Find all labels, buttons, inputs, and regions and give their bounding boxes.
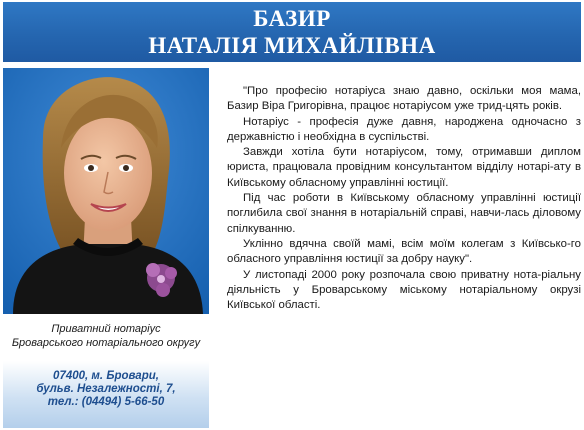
caption-district: Броварського нотаріального округу bbox=[11, 337, 201, 349]
article-paragraph: "Про професію нотаріуса знаю давно, оскільки моя мама, Базир Віра Григорівна, працює нотаріусом уже трид-цять років. bbox=[227, 85, 581, 113]
contact-box bbox=[3, 361, 209, 428]
caption-title: Приватний нотаріус bbox=[51, 323, 161, 335]
article-paragraph: У листопаді 2000 року розпочала свою приватну нота-ріальну діяльність у Броварському міському нотаріальному окрузі Київської області. bbox=[227, 268, 581, 312]
contact-street: бульв. Незалежності, 7, bbox=[36, 383, 176, 395]
portrait-photo bbox=[3, 68, 209, 314]
article-text bbox=[227, 84, 581, 313]
full-name: НАТАЛІЯ МИХАЙЛІВНА bbox=[148, 33, 436, 58]
caption bbox=[3, 322, 209, 350]
surname: БАЗИР bbox=[253, 6, 331, 31]
article-paragraph: Завжди хотіла бути нотаріусом, тому, отримавши диплом юриста, працювала провідним консультантом відділу нотарі-ату в Київському обласному управлінні юстиції. bbox=[227, 146, 581, 189]
contact-phone: тел.: (04494) 5-66-50 bbox=[47, 396, 165, 408]
article-paragraph: Нотаріус - професія дуже давня, народжена одночасно з державністю і необхідна в суспільстві. bbox=[227, 115, 581, 143]
title-banner bbox=[3, 2, 581, 62]
article-paragraph: Під час роботи в Київському обласному управлінні юстиції поглибила свої знання в нотаріальній справі, навчи-лась діловому спілкуванню. bbox=[227, 192, 581, 235]
article-paragraph: Уклінно вдячна своїй мамі, всім моїм колегам з Київсько-го обласного управління юстиції за добру науку". bbox=[227, 237, 581, 266]
contact-postal: 07400, м. Бровари, bbox=[53, 370, 159, 382]
